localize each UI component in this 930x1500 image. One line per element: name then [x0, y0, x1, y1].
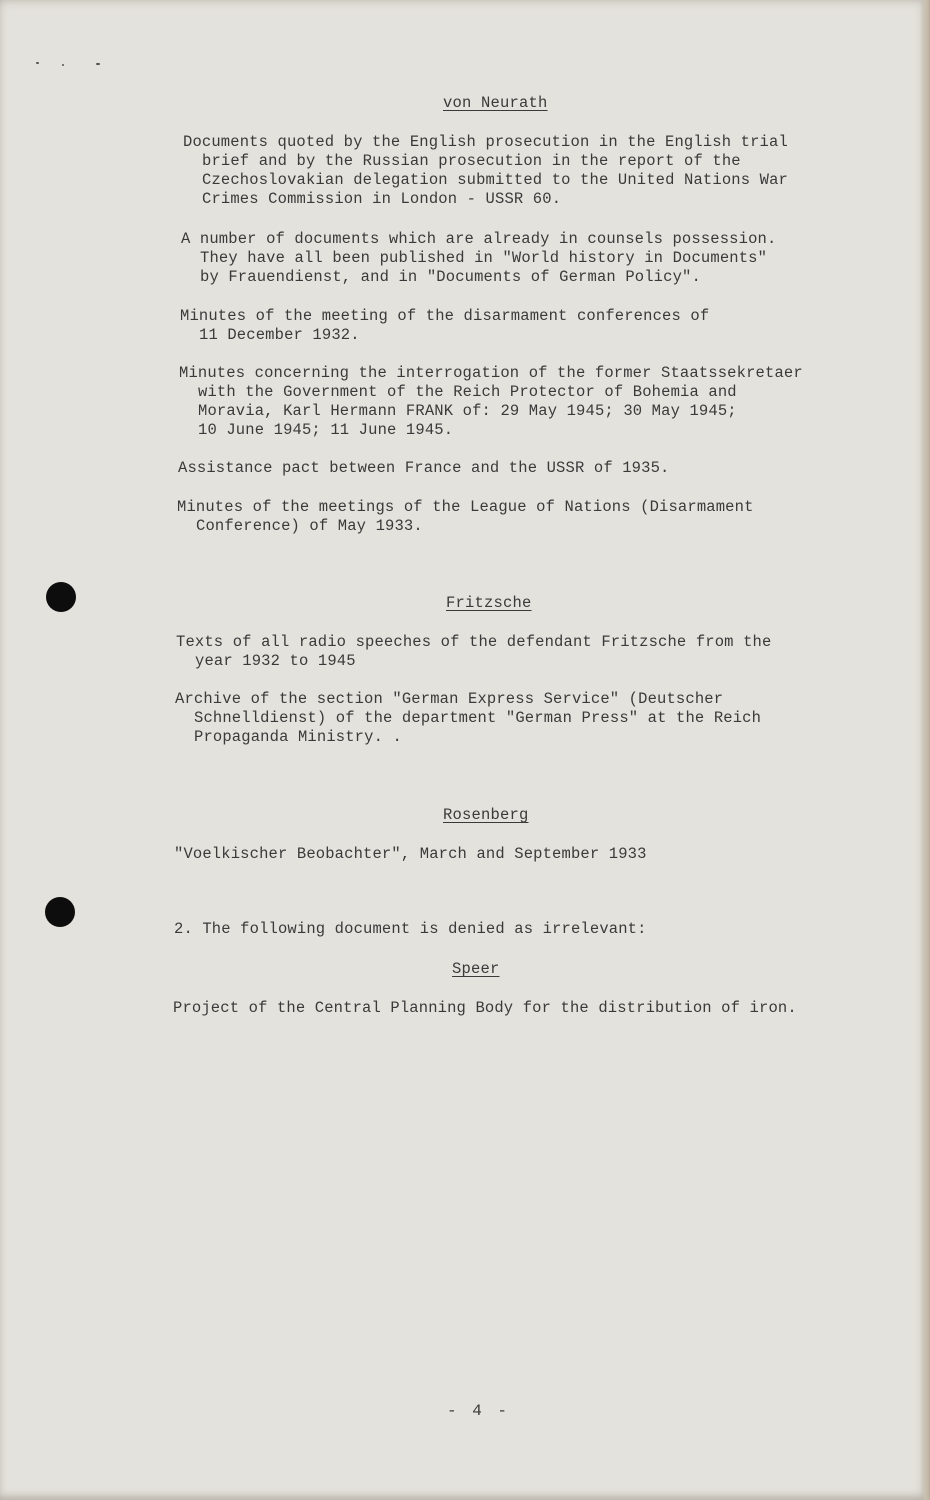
fritzsche-item-2: Archive of the section "German Express Service" (Deutscher Schnelldienst) of the department "German Press" at the Reich Propaganda Ministry. .	[175, 690, 762, 746]
ink-speck	[36, 62, 39, 64]
heading-von-neurath: von Neurath	[443, 94, 548, 112]
ink-speck	[62, 64, 64, 66]
punch-hole-lower	[45, 897, 75, 927]
neurath-item-5: Assistance pact between France and the USSR of 1935.	[178, 459, 670, 477]
page-number: - 4 -	[447, 1402, 511, 1420]
neurath-item-3: Minutes of the meeting of the disarmament conferences of 11 December 1932.	[180, 307, 710, 344]
speer-item-1: Project of the Central Planning Body for the distribution of iron.	[173, 999, 797, 1017]
page-edge-shadow	[920, 0, 930, 1500]
neurath-item-4: Minutes concerning the interrogation of the former Staatssekretaer with the Government of the Reich Protector of Bohemia and Moravia, Karl Hermann FRANK of: 29 May 1945; 30 May 1945; 10 June 1945; 11 June 1945.	[179, 364, 803, 439]
rosenberg-item-1: "Voelkischer Beobachter", March and September 1933	[174, 845, 647, 863]
neurath-item-1: Documents quoted by the English prosecution in the English trial brief and by the Russian prosecution in the report of the Czechoslovakian delegation submitted to the United Nations War Crimes Commission in London - USSR 60.	[183, 133, 788, 208]
neurath-item-6: Minutes of the meetings of the League of Nations (Disarmament Conference) of May 1933.	[177, 498, 754, 535]
heading-fritzsche: Fritzsche	[446, 594, 532, 612]
heading-speer: Speer	[452, 960, 500, 978]
punch-hole-upper	[46, 582, 76, 612]
denied-intro: 2. The following document is denied as irrelevant:	[174, 920, 647, 938]
fritzsche-item-1: Texts of all radio speeches of the defendant Fritzsche from the year 1932 to 1945	[176, 633, 772, 670]
ink-speck	[96, 63, 100, 65]
neurath-item-2: A number of documents which are already in counsels possession. They have all been published in "World history in Documents" by Frauendienst, and in "Documents of German Policy".	[181, 230, 777, 286]
heading-rosenberg: Rosenberg	[443, 806, 529, 824]
